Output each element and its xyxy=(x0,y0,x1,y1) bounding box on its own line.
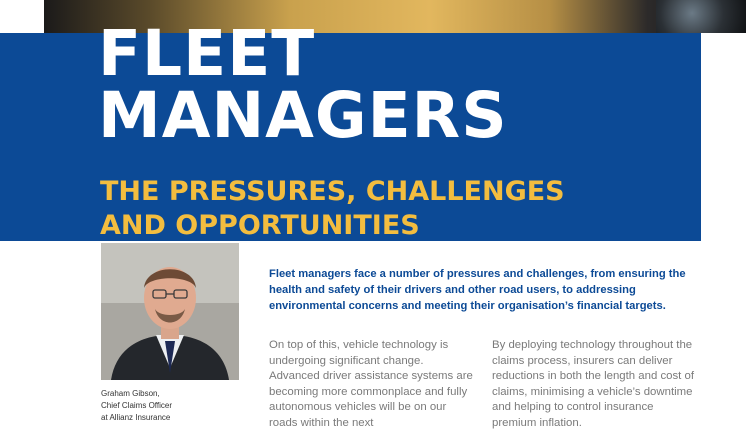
body-column-2: By deploying technology throughout the claims process, insurers can deliver reductions in both the length and cost of claims, minimising a vehicle’s downtime and helping to control insurance premium inflation. xyxy=(492,339,695,429)
lead-paragraph: Fleet managers face a number of pressures and challenges, from ensuring the health and safety of their drivers and other road users, to addressing environmental concerns and meeting their organisation’s financial targets. xyxy=(269,268,686,312)
page-title xyxy=(98,17,508,152)
title-banner xyxy=(0,17,701,241)
title-line-2: MANAGERS xyxy=(98,79,508,152)
body-column-1: On top of this, vehicle technology is undergoing significant change. Advanced driver assistance systems are becoming more commonplace and fully autonomous vehicles will be on our roads within the next xyxy=(269,339,473,429)
caption-line-2: Chief Claims Officer xyxy=(101,401,172,410)
caption-line-1: Graham Gibson, xyxy=(101,389,160,398)
subtitle-line-1: THE PRESSURES, CHALLENGES xyxy=(100,176,565,207)
caption-line-3: at Allianz Insurance xyxy=(101,413,171,422)
title-line-1: FLEET xyxy=(98,17,316,90)
portrait-photo xyxy=(101,243,239,380)
subtitle-line-2: AND OPPORTUNITIES xyxy=(100,210,420,241)
page-subtitle xyxy=(100,175,565,243)
